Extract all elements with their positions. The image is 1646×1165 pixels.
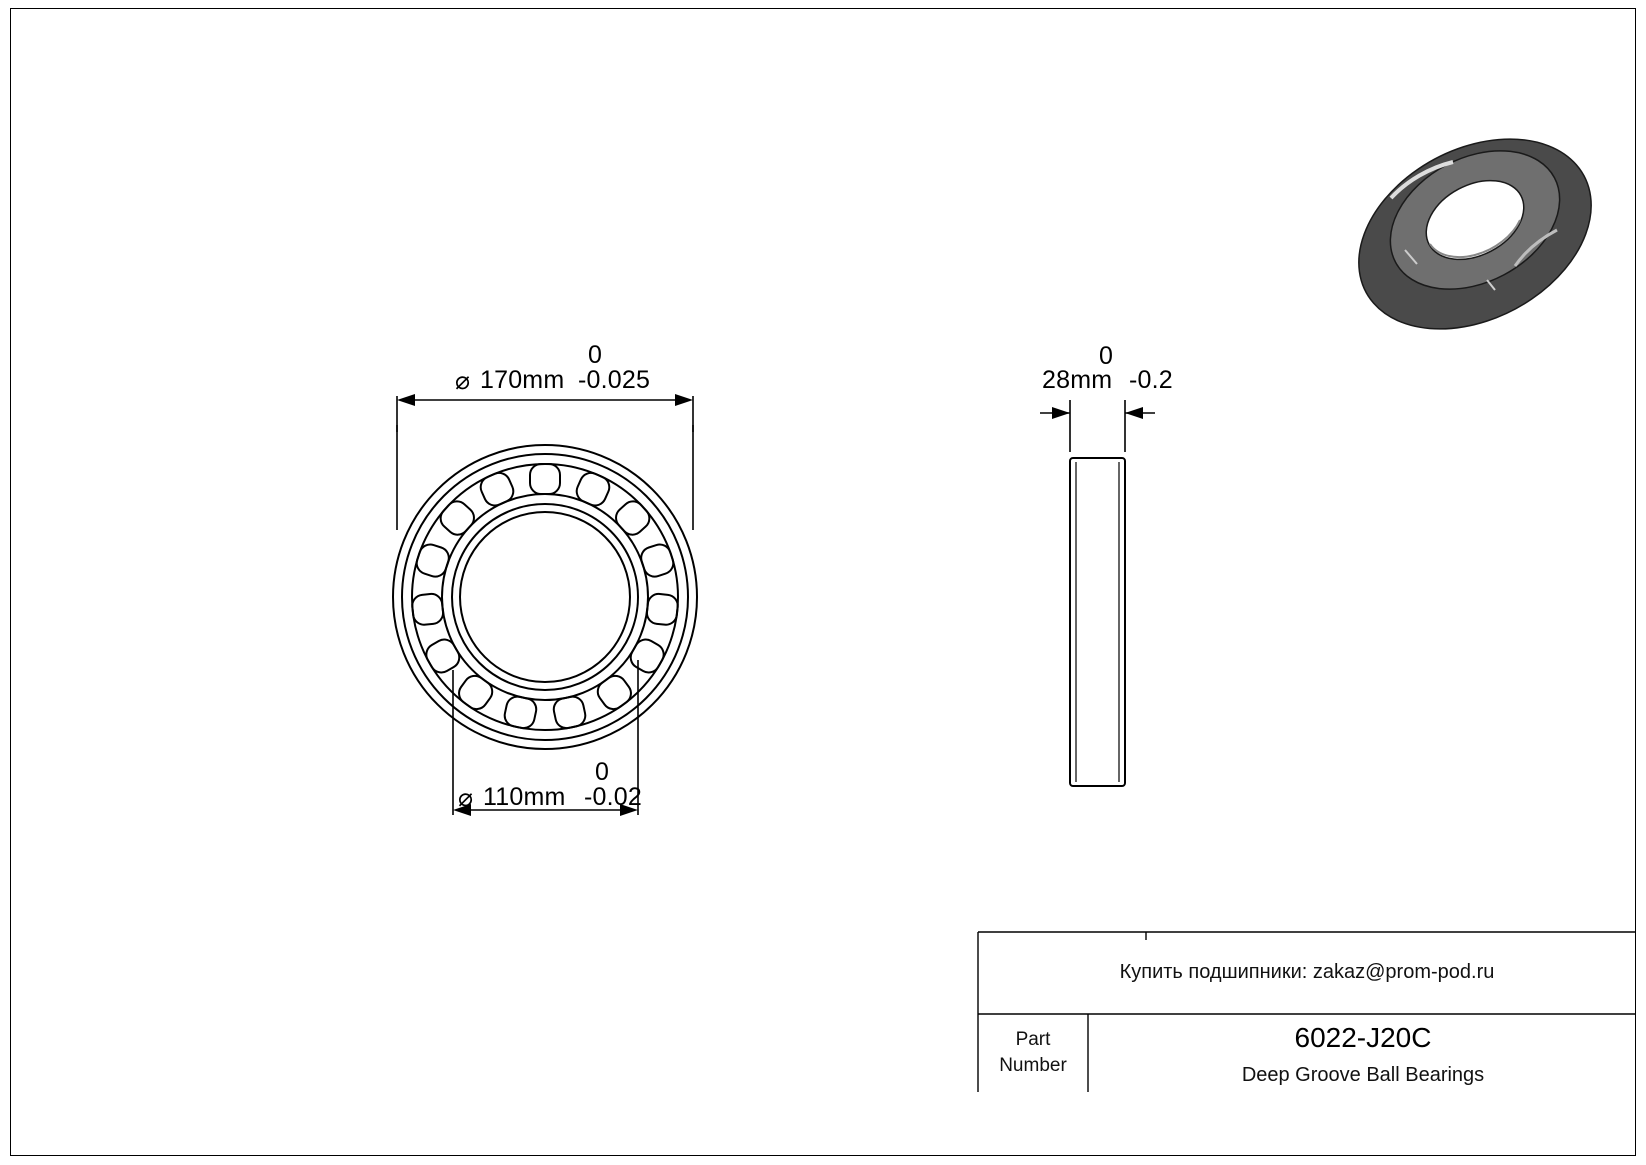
outer-diameter-tol-lower: -0.025 <box>578 366 651 394</box>
inner-diameter-tol-lower: -0.02 <box>584 783 642 811</box>
part-number-label <box>978 1014 1088 1092</box>
part-number-label-line2: Number <box>999 1055 1067 1076</box>
width-tol-upper: 0 <box>1099 342 1114 370</box>
outer-diameter-dimension <box>397 394 693 530</box>
vendor-contact-line: Купить подшипники: zakaz@prom-pod.ru <box>1119 960 1495 983</box>
width-tol-lower: -0.2 <box>1129 366 1173 394</box>
front-view-bearing <box>393 445 697 749</box>
inner-diameter-tol-upper: 0 <box>595 758 610 786</box>
inner-raceway-circle <box>442 494 648 700</box>
outer-diameter-tol-upper: 0 <box>588 341 603 369</box>
part-number-label-line1: Part <box>1015 1029 1051 1050</box>
inner-ring-outer-circle <box>452 504 638 690</box>
width-value: 28mm <box>1042 366 1113 394</box>
inner-diameter-symbol: ⌀ <box>458 784 474 812</box>
outer-diameter-symbol: ⌀ <box>455 367 471 395</box>
bore-circle <box>460 512 630 682</box>
width-dimension <box>1040 400 1155 452</box>
part-number-value: 6022-J20C <box>1294 1022 1432 1053</box>
part-description: Deep Groove Ball Bearings <box>1241 1063 1485 1086</box>
side-view-bearing <box>1070 458 1125 786</box>
title-block <box>978 932 1636 1092</box>
isometric-bearing-view <box>1359 123 1591 329</box>
outer-diameter-value: 170mm <box>480 366 565 394</box>
outer-ring-inner-circle <box>402 454 688 740</box>
inner-diameter-value: 110mm <box>483 783 566 811</box>
